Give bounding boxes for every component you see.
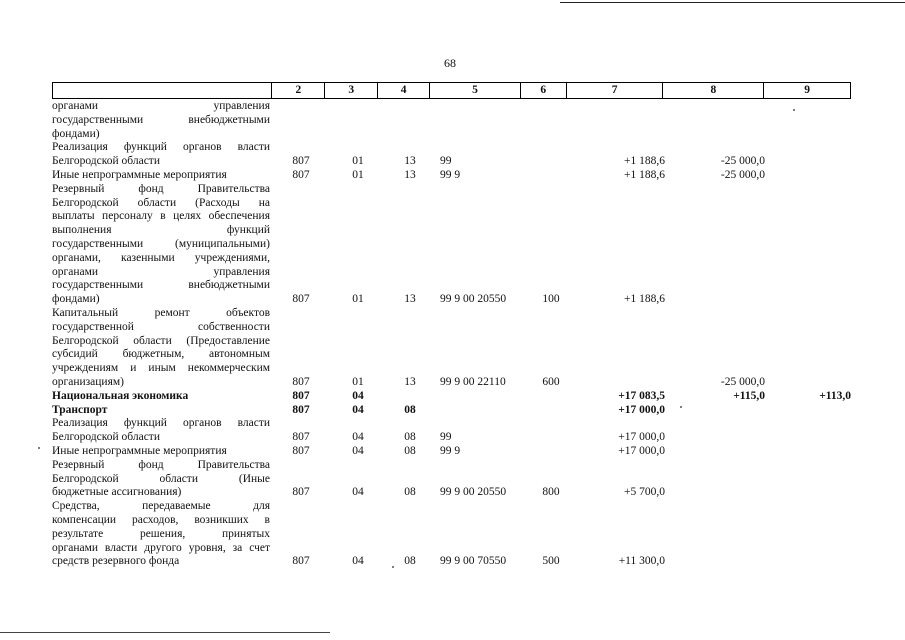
cell-c4: 13 — [404, 293, 416, 306]
description-line: Белгородской области — [52, 155, 160, 168]
cell-c3: 04 — [352, 389, 364, 402]
cell-c4: 08 — [404, 431, 416, 444]
cell-c7: +1 188,6 — [624, 293, 665, 306]
header-col-2: 2 — [272, 83, 325, 98]
description-line: государственными внебюджетными — [52, 113, 270, 126]
cell-c7: +5 700,0 — [624, 486, 665, 499]
scan-speck — [793, 109, 795, 111]
cell-c8: -25 000,0 — [720, 168, 765, 181]
page-number: 68 — [444, 56, 456, 70]
description-line: организациям) — [52, 375, 124, 388]
description-line: Белгородской области (Иные — [52, 472, 270, 485]
cell-c8: +115,0 — [733, 389, 765, 402]
description-line: Белгородской области — [52, 431, 160, 444]
header-col-6: 6 — [521, 83, 567, 98]
header-col-9: 9 — [804, 84, 810, 96]
cell-c9: +113,0 — [819, 389, 851, 402]
table-row — [52, 100, 852, 141]
table-row — [52, 141, 852, 169]
description-line: Капитальный ремонт объектов — [52, 306, 270, 319]
description-line: Реализация функций органов власти — [52, 141, 270, 154]
description-line: Белгородской области (Расходы на — [52, 196, 270, 209]
cell-c3: 01 — [352, 293, 364, 306]
row-description — [52, 445, 270, 459]
cell-c7: +17 000,0 — [618, 403, 665, 416]
description-line: выплаты персоналу в целях обеспечения — [52, 210, 270, 223]
description-line: результате решения, принятых — [52, 527, 270, 540]
cell-c6: 100 — [542, 293, 560, 306]
description-line: средств резервного фонда — [52, 555, 180, 568]
description-line: субсидий бюджетным, автономным — [52, 348, 270, 361]
cell-c2: 807 — [292, 444, 310, 457]
cell-c7: +1 188,6 — [624, 155, 665, 168]
table-body — [52, 100, 852, 569]
cell-c8: -25 000,0 — [720, 155, 765, 168]
table-header — [52, 82, 851, 99]
description-line: Резервный фонд Правительства — [52, 458, 270, 471]
table-row — [52, 445, 852, 459]
cell-c7: +1 188,6 — [624, 168, 665, 181]
header-col-8: 8 — [663, 83, 764, 98]
row-description — [52, 141, 270, 169]
row-description — [52, 307, 270, 390]
row-description — [52, 404, 270, 418]
cell-c2: 807 — [292, 168, 310, 181]
table-row — [52, 390, 852, 404]
cell-c5: 99 9 00 20550 — [440, 486, 507, 499]
header-col-4: 4 — [378, 83, 430, 98]
scan-edge-line — [560, 2, 905, 3]
header-col-7: 7 — [567, 83, 664, 98]
cell-c5: 99 9 — [440, 168, 461, 181]
cell-c5: 99 — [440, 431, 452, 444]
table-row — [52, 183, 852, 307]
cell-c2: 807 — [292, 403, 310, 416]
cell-c4: 08 — [404, 555, 416, 568]
row-description — [52, 183, 270, 307]
table-row — [52, 500, 852, 569]
cell-c6: 500 — [542, 555, 560, 568]
description-line: органами, казенными учреждениями, — [52, 251, 270, 264]
row-description — [52, 169, 270, 183]
cell-c2: 807 — [292, 486, 310, 499]
cell-c3: 01 — [352, 155, 364, 168]
cell-c7: +17 083,5 — [618, 389, 665, 402]
cell-c3: 04 — [352, 444, 364, 457]
cell-c3: 04 — [352, 486, 364, 499]
cell-c5: 99 — [440, 155, 452, 168]
cell-c2: 807 — [292, 293, 310, 306]
cell-c2: 807 — [292, 431, 310, 444]
cell-c2: 807 — [292, 389, 310, 402]
description-line: Транспорт — [52, 403, 108, 416]
cell-c5: 99 9 00 22110 — [440, 375, 506, 388]
cell-c3: 04 — [352, 403, 364, 416]
cell-c7: +17 000,0 — [618, 444, 665, 457]
cell-c4: 13 — [404, 375, 416, 388]
description-line: Иные непрограммные мероприятия — [52, 168, 227, 181]
description-line: компенсации расходов, возникших в — [52, 513, 270, 526]
table-row — [52, 459, 852, 500]
row-description — [52, 459, 270, 500]
scan-speck — [392, 566, 394, 568]
header-col-3: 3 — [325, 83, 378, 98]
header-col-5: 5 — [430, 83, 521, 98]
cell-c4: 08 — [404, 444, 416, 457]
description-line: государственной собственности — [52, 320, 270, 333]
cell-c3: 01 — [352, 375, 364, 388]
cell-c2: 807 — [292, 155, 310, 168]
scan-edge-line-bottom — [0, 632, 330, 633]
description-line: органами управления — [52, 100, 270, 112]
cell-c7: +11 300,0 — [618, 555, 665, 568]
cell-c6: 600 — [542, 375, 560, 388]
table-row — [52, 169, 852, 183]
cell-c5: 99 9 00 70550 — [440, 555, 507, 568]
description-line: Реализация функций органов власти — [52, 417, 270, 430]
cell-c3: 04 — [352, 555, 364, 568]
cell-c5: 99 9 — [440, 444, 461, 457]
header-col-1 — [53, 83, 272, 98]
cell-c4: 13 — [404, 168, 416, 181]
cell-c4: 08 — [404, 403, 416, 416]
description-line: выполнения функций — [52, 224, 270, 237]
cell-c6: 800 — [542, 486, 560, 499]
description-line: Средства, передаваемые для — [52, 500, 270, 513]
description-line: фондами) — [52, 293, 100, 306]
description-line: государственными (муниципальными) — [52, 237, 270, 250]
description-line: органами власти другого уровня, за счет — [52, 541, 270, 554]
scan-speck — [680, 406, 682, 408]
row-description — [52, 100, 270, 141]
cell-c5: 99 9 00 20550 — [440, 293, 507, 306]
cell-c8: -25 000,0 — [720, 375, 765, 388]
cell-c3: 01 — [352, 168, 364, 181]
description-line: бюджетные ассигнования) — [52, 486, 182, 499]
description-line: Иные непрограммные мероприятия — [52, 444, 227, 457]
table-row — [52, 307, 852, 390]
scan-speck — [38, 447, 40, 449]
row-description — [52, 390, 270, 404]
description-line: Резервный фонд Правительства — [52, 182, 270, 195]
cell-c2: 807 — [292, 555, 310, 568]
description-line: Национальная экономика — [52, 389, 189, 402]
description-line: учреждениям и иным некоммерческим — [52, 362, 270, 375]
description-line: органами управления — [52, 265, 270, 278]
cell-c2: 807 — [292, 375, 310, 388]
row-description — [52, 417, 270, 445]
table-row — [52, 417, 852, 445]
cell-c4: 08 — [404, 486, 416, 499]
cell-c4: 13 — [404, 155, 416, 168]
table-row — [52, 404, 852, 418]
row-description — [52, 500, 270, 569]
description-line: Белгородской области (Предоставление — [52, 334, 270, 347]
cell-c7: +17 000,0 — [618, 431, 665, 444]
description-line: государственными внебюджетными — [52, 279, 270, 292]
description-line: фондами) — [52, 127, 100, 140]
cell-c3: 04 — [352, 431, 364, 444]
